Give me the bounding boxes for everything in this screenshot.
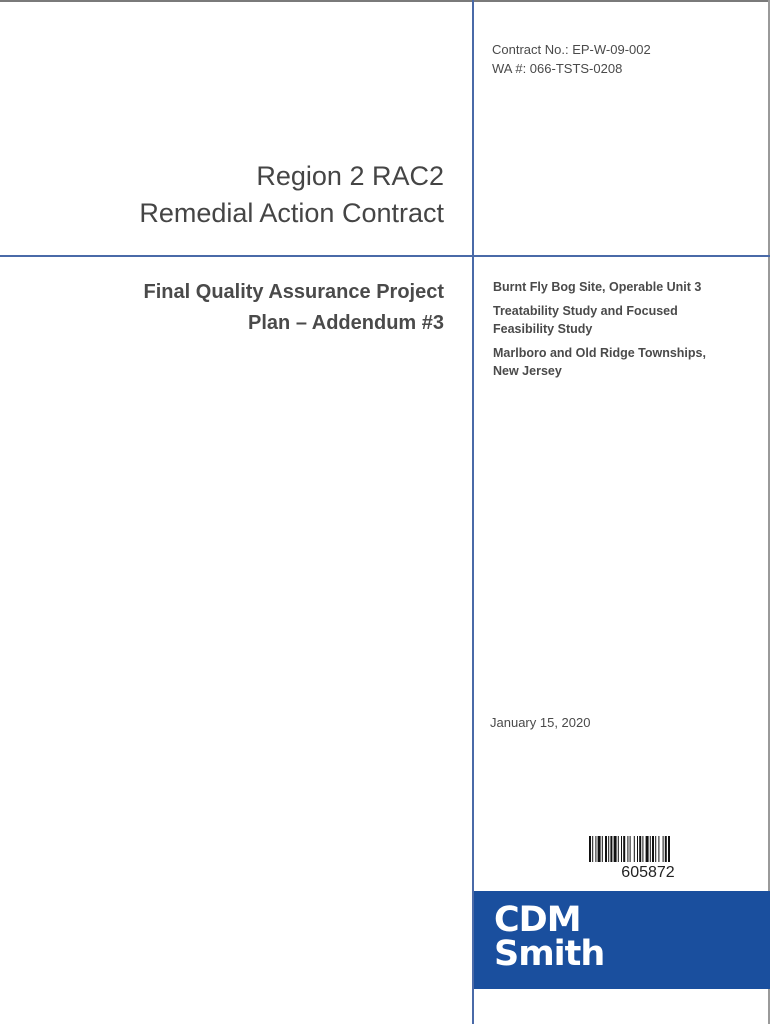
logo-line1: CDM xyxy=(494,900,581,940)
site-location-line1: Marlboro and Old Ridge Townships, xyxy=(493,346,706,360)
document-title-line2: Plan – Addendum #3 xyxy=(248,312,444,334)
top-border xyxy=(0,0,770,2)
region-title-line2: Remedial Action Contract xyxy=(139,198,444,228)
site-name: Burnt Fly Bog Site, Operable Unit 3 xyxy=(493,280,702,294)
study-title-line2: Feasibility Study xyxy=(493,322,593,336)
site-info xyxy=(493,278,753,386)
horizontal-divider xyxy=(0,255,770,257)
contract-number: Contract No.: EP-W-09-002 xyxy=(492,42,651,57)
vertical-divider xyxy=(472,0,474,1024)
barcode-number: 605872 xyxy=(621,864,675,881)
study-title-line1: Treatability Study and Focused xyxy=(493,304,678,318)
barcode xyxy=(589,836,707,862)
document-title xyxy=(144,277,444,339)
region-title-line1: Region 2 RAC2 xyxy=(256,161,444,191)
document-date: January 15, 2020 xyxy=(490,715,591,730)
study-title xyxy=(493,302,753,338)
logo-text xyxy=(494,900,605,974)
region-title xyxy=(139,158,444,232)
document-title-line1: Final Quality Assurance Project xyxy=(143,281,444,303)
wa-number: WA #: 066-TSTS-0208 xyxy=(492,61,623,76)
logo-line2: Smith xyxy=(494,934,605,974)
contract-info xyxy=(492,40,651,78)
cdm-smith-logo xyxy=(474,891,770,989)
site-location xyxy=(493,344,753,380)
site-location-line2: New Jersey xyxy=(493,364,562,378)
